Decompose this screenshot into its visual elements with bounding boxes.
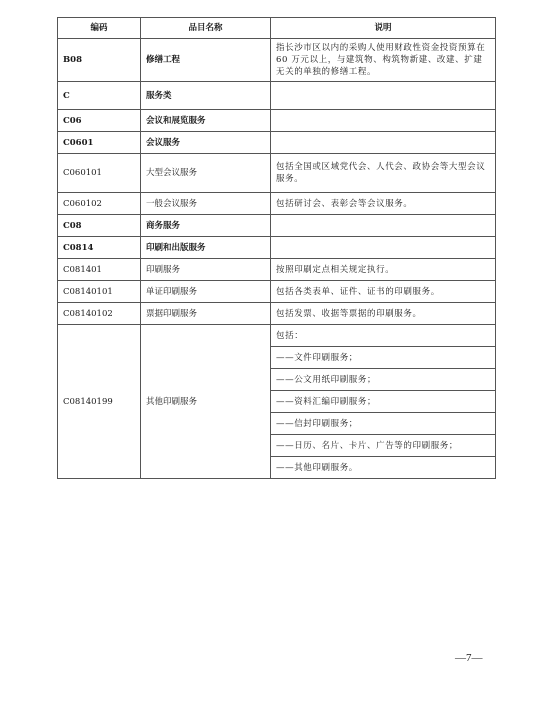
cell-description-line: ——日历、名片、卡片、广告等的印刷服务； bbox=[271, 435, 496, 457]
cell-name: 服务类 bbox=[141, 82, 271, 110]
cell-name: 票据印刷服务 bbox=[141, 303, 271, 325]
cell-description bbox=[271, 215, 496, 237]
cell-name: 印刷和出版服务 bbox=[141, 237, 271, 259]
cell-name: 一般会议服务 bbox=[141, 193, 271, 215]
table-header-row bbox=[58, 18, 496, 39]
cell-description bbox=[271, 82, 496, 110]
table-row bbox=[58, 154, 496, 193]
cell-description-line: ——公文用纸印刷服务； bbox=[271, 369, 496, 391]
cell-description: 指长沙市区以内的采购人使用财政性资金投资预算在 60 万元以上，与建筑物、构筑物新建、改建、扩建无关的单独的修缮工程。 bbox=[271, 39, 496, 82]
cell-description: 包括发票、收据等票据的印刷服务。 bbox=[271, 303, 496, 325]
cell-code: C060102 bbox=[58, 193, 141, 215]
cell-code: C081401 bbox=[58, 259, 141, 281]
cell-description bbox=[271, 110, 496, 132]
cell-description: 按照印刷定点相关规定执行。 bbox=[271, 259, 496, 281]
cell-description bbox=[271, 237, 496, 259]
table-row bbox=[58, 193, 496, 215]
cell-name: 商务服务 bbox=[141, 215, 271, 237]
cell-name: 修缮工程 bbox=[141, 39, 271, 82]
cell-name: 会议和展览服务 bbox=[141, 110, 271, 132]
cell-code: C08 bbox=[58, 215, 141, 237]
table-row bbox=[58, 237, 496, 259]
table-row bbox=[58, 132, 496, 154]
header-code: 编码 bbox=[58, 18, 141, 39]
cell-name: 单证印刷服务 bbox=[141, 281, 271, 303]
cell-description: 包括全国或区域党代会、人代会、政协会等大型会议服务。 bbox=[271, 154, 496, 193]
cell-description: 包括各类表单、证件、证书的印刷服务。 bbox=[271, 281, 496, 303]
cell-code: C08140102 bbox=[58, 303, 141, 325]
table-row bbox=[58, 303, 496, 325]
page-number: —7— bbox=[455, 652, 483, 664]
table-row bbox=[58, 281, 496, 303]
cell-description-line: ——文件印刷服务； bbox=[271, 347, 496, 369]
table-row bbox=[58, 39, 496, 82]
table-row bbox=[58, 259, 496, 281]
cell-code: C08140101 bbox=[58, 281, 141, 303]
cell-name: 会议服务 bbox=[141, 132, 271, 154]
cell-name: 印刷服务 bbox=[141, 259, 271, 281]
cell-name: 大型会议服务 bbox=[141, 154, 271, 193]
cell-code: C bbox=[58, 82, 141, 110]
header-description: 说明 bbox=[271, 18, 496, 39]
table-row bbox=[58, 325, 496, 347]
cell-description-line: ——信封印刷服务； bbox=[271, 413, 496, 435]
cell-code: C0814 bbox=[58, 237, 141, 259]
cell-description-line: ——其他印刷服务。 bbox=[271, 457, 496, 479]
cell-description-line: ——资料汇编印刷服务； bbox=[271, 391, 496, 413]
catalog-table bbox=[57, 17, 496, 479]
cell-name: 其他印刷服务 bbox=[141, 325, 271, 479]
cell-code: C08140199 bbox=[58, 325, 141, 479]
header-name: 品目名称 bbox=[141, 18, 271, 39]
table-row bbox=[58, 110, 496, 132]
cell-code: C060101 bbox=[58, 154, 141, 193]
cell-description bbox=[271, 132, 496, 154]
cell-code: B08 bbox=[58, 39, 141, 82]
cell-code: C06 bbox=[58, 110, 141, 132]
table-row bbox=[58, 215, 496, 237]
table-row bbox=[58, 82, 496, 110]
cell-description: 包括研讨会、表彰会等会议服务。 bbox=[271, 193, 496, 215]
cell-code: C0601 bbox=[58, 132, 141, 154]
cell-description-line: 包括： bbox=[271, 325, 496, 347]
